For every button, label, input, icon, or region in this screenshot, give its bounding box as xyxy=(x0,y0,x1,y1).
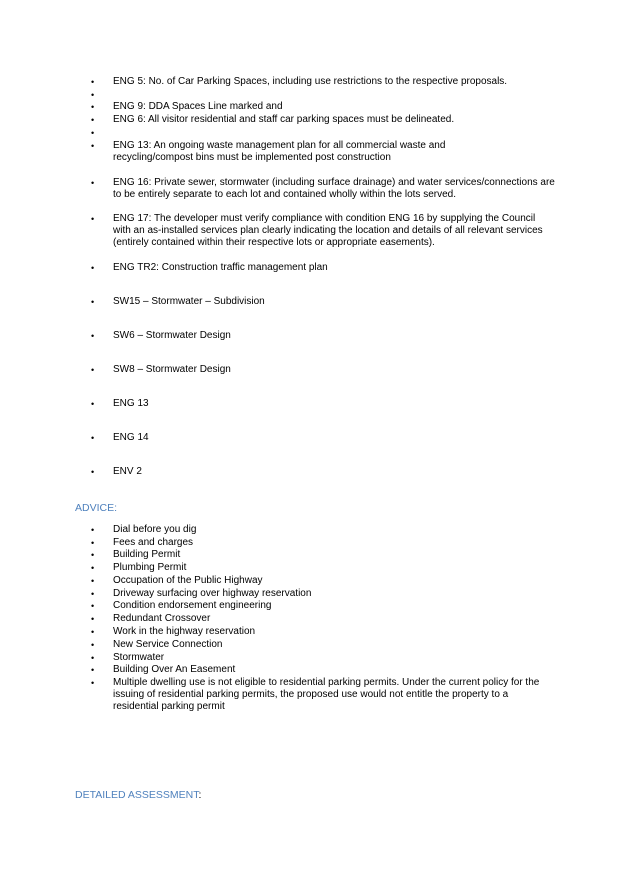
bullet: • xyxy=(91,102,95,112)
bullet: • xyxy=(91,178,95,188)
bullet: • xyxy=(91,128,95,138)
advice-item: Work in the highway reservation xyxy=(113,626,256,637)
bullet: • xyxy=(91,399,95,409)
bullet: • xyxy=(91,365,95,375)
advice-item: New Service Connection xyxy=(113,639,223,650)
condition-item: SW8 – Stormwater Design xyxy=(113,364,231,375)
advice-item: Plumbing Permit xyxy=(113,562,187,573)
condition-item: SW15 – Stormwater – Subdivision xyxy=(113,296,265,307)
bullet: • xyxy=(91,589,95,599)
bullet: • xyxy=(91,331,95,341)
condition-item: ENG TR2: Construction traffic management plan xyxy=(113,262,328,273)
bullet: • xyxy=(91,525,95,535)
advice-item: Driveway surfacing over highway reservation xyxy=(113,588,312,599)
advice-item: Multiple dwelling use is not eligible to residential parking permits. Under the current policy for the issuing of residential parking permits, the proposed use would not entitle the property to a residential parking permit xyxy=(113,677,540,713)
bullet: • xyxy=(91,601,95,611)
advice-item: Building Permit xyxy=(113,549,181,560)
advice-item: Building Over An Easement xyxy=(113,664,236,675)
detailed-assessment-colon: : xyxy=(198,789,202,801)
bullet: • xyxy=(91,550,95,560)
bullet: • xyxy=(91,297,95,307)
bullet: • xyxy=(91,678,95,688)
detailed-assessment-heading xyxy=(75,789,201,801)
bullet: • xyxy=(91,263,95,273)
advice-item: Dial before you dig xyxy=(113,524,197,535)
bullet: • xyxy=(91,640,95,650)
bullet: • xyxy=(91,433,95,443)
bullet: • xyxy=(91,77,95,87)
condition-item: ENG 6: All visitor residential and staff car parking spaces must be delineated. xyxy=(113,114,455,125)
condition-item: ENV 2 xyxy=(113,466,142,477)
condition-item: ENG 17: The developer must verify compliance with condition ENG 16 by supplying the Council with an as-installed services plan clearly indicating the location and details of all relevant services (entirely contained within their respective lots or appropriate easements). xyxy=(113,213,543,249)
bullet: • xyxy=(91,665,95,675)
condition-item: ENG 9: DDA Spaces Line marked and xyxy=(113,101,283,112)
bullet: • xyxy=(91,653,95,663)
bullet: • xyxy=(91,467,95,477)
bullet: • xyxy=(91,115,95,125)
advice-item: Fees and charges xyxy=(113,537,194,548)
condition-item: ENG 16: Private sewer, stormwater (including surface drainage) and water services/connections are to be entirely separate to each lot and contained wholly within the lots served. xyxy=(113,177,555,201)
condition-item: SW6 – Stormwater Design xyxy=(113,330,231,341)
bullet: • xyxy=(91,614,95,624)
condition-item: ENG 14 xyxy=(113,432,149,443)
bullet: • xyxy=(91,563,95,573)
bullet: • xyxy=(91,538,95,548)
condition-item: ENG 5: No. of Car Parking Spaces, including use restrictions to the respective proposals. xyxy=(113,76,508,87)
bullet: • xyxy=(91,214,95,224)
bullet: • xyxy=(91,90,95,100)
advice-heading: ADVICE: xyxy=(75,502,118,514)
condition-item: ENG 13: An ongoing waste management plan for all commercial waste and recycling/compost bins must be implemented post construction xyxy=(113,140,446,164)
advice-item: Occupation of the Public Highway xyxy=(113,575,263,586)
bullet: • xyxy=(91,627,95,637)
advice-item: Stormwater xyxy=(113,652,165,663)
bullet: • xyxy=(91,141,95,151)
advice-item: Redundant Crossover xyxy=(113,613,211,624)
bullet: • xyxy=(91,576,95,586)
condition-item: ENG 13 xyxy=(113,398,149,409)
advice-item: Condition endorsement engineering xyxy=(113,600,272,611)
detailed-assessment-title: DETAILED ASSESSMENT xyxy=(75,789,199,801)
